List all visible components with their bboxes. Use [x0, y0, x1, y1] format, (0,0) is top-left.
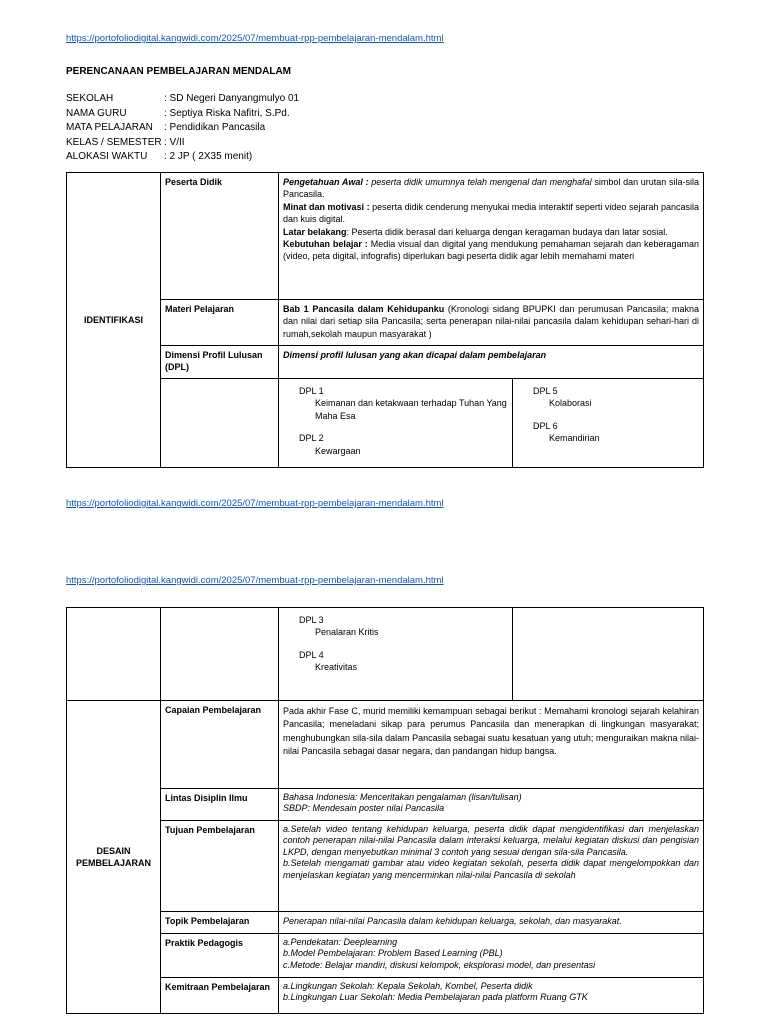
pengetahuan-awal-label: Pengetahuan Awal : — [283, 177, 369, 187]
meta-row — [66, 121, 299, 136]
meta-row — [66, 136, 299, 151]
meta-key: SEKOLAH — [66, 93, 114, 104]
meta-key: KELAS / SEMESTER — [66, 136, 162, 148]
pengetahuan-awal-text-2: simbol dan urutan sila-sila Pancasila. — [283, 177, 700, 200]
table-row — [67, 300, 704, 346]
kemitraan-line: b.Lingkungan Luar Sekolah: Media Pembelajaran pada platform Ruang GTK — [283, 992, 588, 1003]
section-identifikasi: IDENTIFIKASI — [67, 173, 161, 468]
label-capaian: Capaian Pembelajaran — [161, 701, 279, 789]
empty-cell — [67, 608, 161, 701]
table-row — [67, 346, 704, 379]
tujuan-content — [279, 821, 704, 912]
dpl-title: DPL 4 — [299, 649, 324, 660]
meta-key: NAMA GURU — [66, 107, 127, 119]
materi-content — [279, 300, 704, 346]
lintas-line: SBDP: Mendesain poster nilai Pancasila — [283, 803, 445, 813]
praktik-line: a.Pendekatan: Deeplearning — [283, 937, 398, 947]
dpl-name: Penalaran Kritis — [315, 627, 379, 638]
meta-row — [66, 92, 299, 107]
meta-row — [66, 107, 299, 122]
praktik-line: c.Metode: Belajar mandiri, diskusi kelompok, eksplorasi model, dan presentasi — [283, 959, 596, 970]
table-row — [67, 978, 704, 1014]
section-desain-pembelajaran: DESAIN PEMBELAJARAN — [67, 701, 161, 1014]
dpl-title: DPL 1 — [299, 386, 324, 396]
document-title: PERENCANAAN PEMBELAJARAN MENDALAM — [66, 66, 292, 77]
table-row — [67, 701, 704, 789]
table-row — [67, 608, 704, 701]
identifikasi-table — [66, 172, 704, 468]
header-url-link[interactable]: https://portofoliodigital.kangwidi.com/2025/07/membuat-rpp-pembelajaran-mendalam.html — [66, 575, 444, 586]
capaian-content: Pada akhir Fase C, murid memiliki kemampuan sebagai berikut : Memahami kronologi sejarah kelahiran Pancasila; meneladani sikap para perumus Pancasila dan menerapkan di lingkungan masyarakat; menghubungkan sila-sila dalam Pancasila sebagai suatu kesatuan yang utuh; menguraikan makna nilai-nilai Pancasila sebagai dasar negara, dan pandangan hidup bangsa. — [279, 701, 704, 789]
meta-value: : 2 JP ( 2X35 menit) — [164, 151, 253, 163]
lintas-content — [279, 789, 704, 821]
table-row — [67, 379, 704, 468]
dpl-list-left — [279, 379, 513, 468]
label-lintas-disiplin: Lintas Disiplin Ilmu — [161, 789, 279, 821]
label-praktik: Praktik Pedagogis — [161, 934, 279, 978]
label-tujuan: Tujuan Pembelajaran — [161, 821, 279, 912]
dpl-name: Kreativitas — [315, 662, 358, 673]
dpl-name: Kemandirian — [549, 433, 600, 444]
peserta-didik-content — [279, 173, 704, 300]
dpl-title: DPL 6 — [533, 420, 558, 431]
pengetahuan-awal-text: peserta didik umumnya telah mengenal dan menghafal — [368, 177, 592, 187]
materi-text: (Kronologi sidang BPUPKI dan perumusan Pancasila; makna dan nilai dari setiap sila Pancasila; serta penerapan nilai-nilai pancasila dalam kehidupan sehari-hari di rumah,sekolah maupun masyarakat ) — [283, 304, 700, 339]
materi-bab: Bab 1 Pancasila dalam Kehidupanku — [283, 304, 445, 314]
dpl-list-right — [513, 379, 704, 468]
dpl-name: Kewargaan — [315, 445, 361, 456]
dpl-title: DPL 3 — [299, 615, 324, 625]
desain-table — [66, 607, 704, 1014]
empty-cell — [513, 608, 704, 701]
minat-text: peserta didik cenderung menyukai media interaktif seperti video sejarah pancasila dan kuis digital. — [283, 201, 700, 225]
label-topik: Topik Pembelajaran — [161, 912, 279, 934]
label-materi: Materi Pelajaran — [161, 300, 279, 346]
table-row — [67, 173, 704, 300]
document-url-link[interactable]: https://portofoliodigital.kangwidi.com/2025/07/membuat-rpp-pembelajaran-mendalam.html — [66, 33, 444, 44]
dpl-header-text: Dimensi profil lulusan yang akan dicapai dalam pembelajaran — [279, 346, 704, 379]
meta-value: : Pendidikan Pancasila — [164, 122, 266, 134]
label-kemitraan: Kemitraan Pembelajaran — [161, 978, 279, 1014]
lintas-line: Bahasa Indonesia: Menceritakan pengalaman (lisan/tulisan) — [283, 792, 522, 802]
table-row — [67, 789, 704, 821]
meta-key: ALOKASI WAKTU — [66, 151, 148, 163]
minat-label: Minat dan motivasi : — [283, 201, 370, 212]
table-row — [67, 821, 704, 912]
meta-value: : V/II — [164, 136, 185, 148]
meta-block — [66, 92, 299, 165]
topik-content: Penerapan nilai-nilai Pancasila dalam kehidupan keluarga, sekolah, dan masyarakat. — [279, 912, 704, 934]
dpl-title: DPL 5 — [533, 386, 558, 396]
kemitraan-line: a.Lingkungan Sekolah: Kepala Sekolah, Kombel, Peserta didik — [283, 981, 533, 991]
praktik-line: b.Model Pembelajaran: Problem Based Learning (PBL) — [283, 948, 503, 959]
praktik-content — [279, 934, 704, 978]
meta-row — [66, 150, 299, 165]
dpl-list-continued — [279, 608, 513, 701]
label-dpl: Dimensi Profil Lulusan (DPL) — [161, 346, 279, 379]
meta-key: MATA PELAJARAN — [66, 122, 153, 134]
kebutuhan-label: Kebutuhan belajar : — [283, 239, 368, 250]
tujuan-b: b.Setelah mengamati gambar atau video kegiatan sekolah, peserta didik dapat mengelompokkan dan menjelaskan kegiatan yang mencerminkan nilai-nilai Pancasila di sekolah — [283, 858, 699, 880]
table-row — [67, 912, 704, 934]
dpl-title: DPL 2 — [299, 433, 324, 444]
kemitraan-content — [279, 978, 704, 1014]
latar-belakang-text: : Peserta didik berasal dari keluarga dengan keragaman budaya dan latar sosial. — [346, 226, 668, 237]
tujuan-a: a.Setelah video tentang kehidupan keluarga, peserta didik dapat mengidentifikasi dan menjelaskan contoh penerapan nilai-nilai Pancasila dalam interaksi keluarga, melalui kegiatan diskusi dan pengisian LKPD, dengan menyebutkan minimal 3 contoh yang sesuai dengan sila-sila Pancasila. — [283, 824, 699, 857]
kebutuhan-text: Media visual dan digital yang mendukung pemahaman sejarah dan keberagaman (video, peta digital, infografis) diperlukan bagi peserta didik agar lebih memahami materi — [283, 239, 700, 262]
table-row — [67, 934, 704, 978]
dpl-name: Keimanan dan ketakwaan terhadap Tuhan Yang Maha Esa — [315, 398, 507, 421]
dpl-name: Kolaborasi — [549, 398, 592, 409]
footer-url-link[interactable]: https://portofoliodigital.kangwidi.com/2025/07/membuat-rpp-pembelajaran-mendalam.html — [66, 498, 444, 509]
latar-belakang-label: Latar belakang — [283, 226, 347, 237]
empty-cell — [161, 379, 279, 468]
meta-value: : SD Negeri Danyangmulyo 01 — [164, 93, 300, 104]
meta-value: : Septiya Riska Nafitri, S.Pd. — [164, 107, 290, 119]
empty-cell — [161, 608, 279, 701]
label-peserta-didik: Peserta Didik — [161, 173, 279, 300]
